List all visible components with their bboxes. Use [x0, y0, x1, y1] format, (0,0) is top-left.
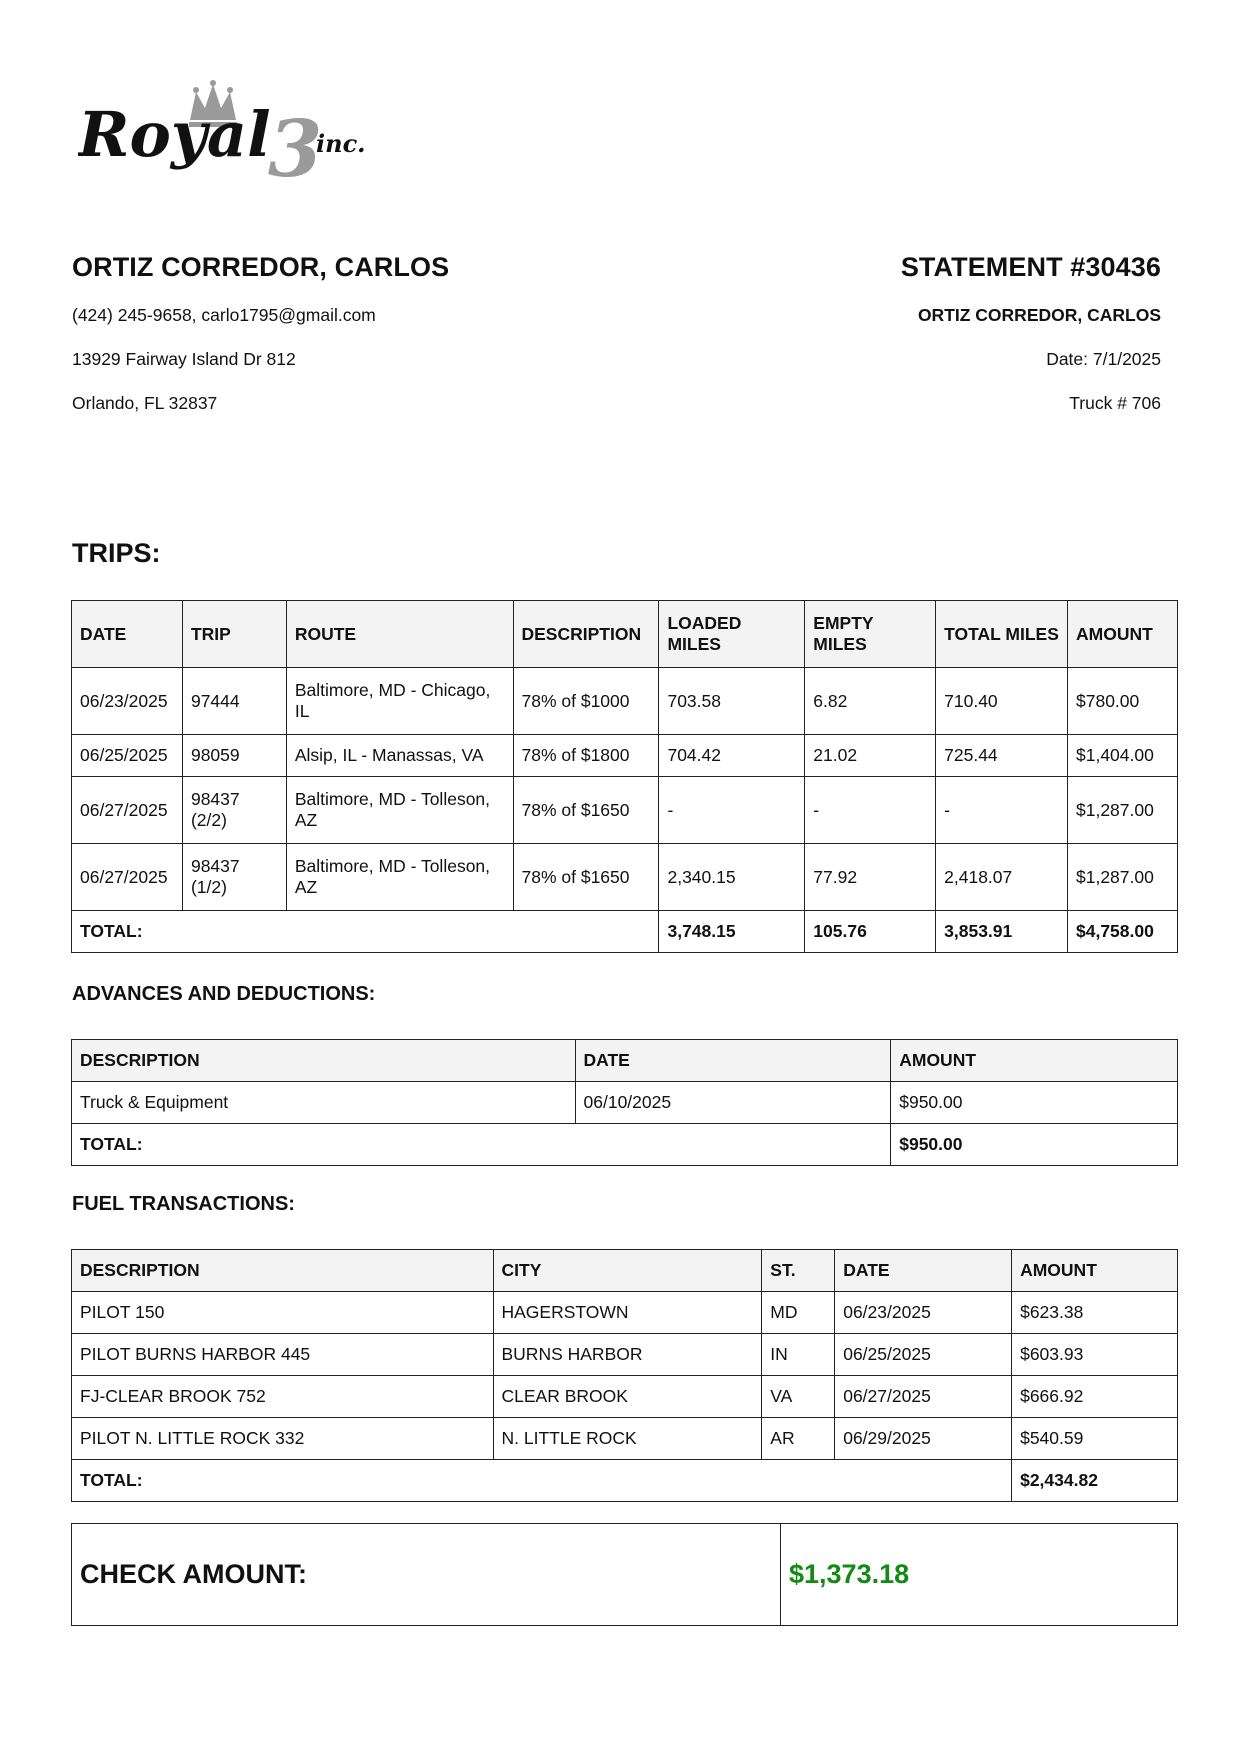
- cell-amount: $1,287.00: [1068, 777, 1178, 844]
- col-header-amount: AMOUNT: [891, 1040, 1178, 1082]
- logo-suffix: inc.: [316, 129, 366, 158]
- col-header-city: CITY: [493, 1250, 762, 1292]
- driver-address-line1: 13929 Fairway Island Dr 812: [72, 349, 296, 369]
- cell-loaded-miles: 2,340.15: [659, 844, 805, 911]
- cell-description: 78% of $1800: [513, 735, 659, 777]
- statement-name: ORTIZ CORREDOR, CARLOS: [917, 305, 1161, 325]
- cell-route: Baltimore, MD - Chicago, IL: [286, 668, 513, 735]
- col-header-date: DATE: [72, 601, 183, 668]
- driver-contact: (424) 245-9658, carlo1795@gmail.com: [72, 305, 376, 325]
- table-row: [72, 1418, 1178, 1460]
- col-header-loaded-miles: LOADED MILES: [659, 601, 805, 668]
- logo-digit: 3: [268, 104, 323, 188]
- total-label: TOTAL:: [72, 1124, 891, 1166]
- cell-loaded-miles: -: [659, 777, 805, 844]
- cell-amount: $780.00: [1068, 668, 1178, 735]
- cell-description: 78% of $1000: [513, 668, 659, 735]
- cell-city: BURNS HARBOR: [493, 1334, 762, 1376]
- total-empty-miles: 105.76: [805, 911, 936, 953]
- cell-amount: $1,287.00: [1068, 844, 1178, 911]
- cell-description: 78% of $1650: [513, 844, 659, 911]
- cell-city: N. LITTLE ROCK: [493, 1418, 762, 1460]
- table-row: [72, 777, 1178, 844]
- col-header-amount: AMOUNT: [1012, 1250, 1178, 1292]
- total-label: TOTAL:: [72, 911, 659, 953]
- total-amount: $4,758.00: [1068, 911, 1178, 953]
- table-row: [72, 1334, 1178, 1376]
- cell-total-miles: 2,418.07: [936, 844, 1068, 911]
- driver-address-line2: Orlando, FL 32837: [72, 393, 218, 413]
- advances-table: [71, 1039, 1178, 1166]
- table-row: [72, 1292, 1178, 1334]
- advances-total-row: [72, 1124, 1178, 1166]
- statement-date: Date: 7/1/2025: [1046, 349, 1161, 369]
- cell-description: 78% of $1650: [513, 777, 659, 844]
- cell-state: IN: [762, 1334, 835, 1376]
- total-amount: $2,434.82: [1012, 1460, 1178, 1502]
- cell-amount: $540.59: [1012, 1418, 1178, 1460]
- driver-info: [72, 252, 449, 437]
- trips-table: [71, 600, 1178, 953]
- col-header-description: DESCRIPTION: [72, 1040, 576, 1082]
- cell-description: PILOT N. LITTLE ROCK 332: [72, 1418, 494, 1460]
- advances-header-row: [72, 1040, 1178, 1082]
- statement-truck: Truck # 706: [1069, 393, 1161, 413]
- fuel-total-row: [72, 1460, 1178, 1502]
- cell-amount: $950.00: [891, 1082, 1178, 1124]
- cell-total-miles: 710.40: [936, 668, 1068, 735]
- cell-empty-miles: 77.92: [805, 844, 936, 911]
- cell-amount: $1,404.00: [1068, 735, 1178, 777]
- check-amount-box: [71, 1523, 1178, 1626]
- table-row: [72, 1376, 1178, 1418]
- cell-trip: 98059: [182, 735, 286, 777]
- col-header-trip: TRIP: [182, 601, 286, 668]
- total-total-miles: 3,853.91: [936, 911, 1068, 953]
- cell-loaded-miles: 704.42: [659, 735, 805, 777]
- statement-title: STATEMENT #30436: [900, 252, 1161, 282]
- col-header-route: ROUTE: [286, 601, 513, 668]
- cell-date: 06/25/2025: [835, 1334, 1012, 1376]
- cell-amount: $666.92: [1012, 1376, 1178, 1418]
- cell-description: PILOT 150: [72, 1292, 494, 1334]
- driver-name: ORTIZ CORREDOR, CARLOS: [72, 252, 450, 282]
- trips-heading: TRIPS:: [72, 538, 161, 568]
- advances-heading: ADVANCES AND DEDUCTIONS:: [72, 983, 376, 1005]
- cell-amount: $623.38: [1012, 1292, 1178, 1334]
- col-header-state: ST.: [762, 1250, 835, 1292]
- cell-route: Baltimore, MD - Tolleson, AZ: [286, 844, 513, 911]
- cell-date: 06/29/2025: [835, 1418, 1012, 1460]
- cell-description: FJ-CLEAR BROOK 752: [72, 1376, 494, 1418]
- table-row: [72, 1082, 1178, 1124]
- cell-empty-miles: 6.82: [805, 668, 936, 735]
- statement-info: [901, 252, 1161, 437]
- total-loaded-miles: 3,748.15: [659, 911, 805, 953]
- cell-state: MD: [762, 1292, 835, 1334]
- cell-date: 06/23/2025: [835, 1292, 1012, 1334]
- cell-date: 06/27/2025: [72, 844, 183, 911]
- table-row: [72, 844, 1178, 911]
- cell-description: PILOT BURNS HARBOR 445: [72, 1334, 494, 1376]
- cell-trip: 98437 (2/2): [182, 777, 286, 844]
- fuel-table: [71, 1249, 1178, 1502]
- col-header-description: DESCRIPTION: [513, 601, 659, 668]
- cell-total-miles: 725.44: [936, 735, 1068, 777]
- trips-header-row: [72, 601, 1178, 668]
- cell-trip: 97444: [182, 668, 286, 735]
- table-row: [72, 735, 1178, 777]
- total-amount: $950.00: [891, 1124, 1178, 1166]
- cell-date: 06/27/2025: [835, 1376, 1012, 1418]
- cell-route: Alsip, IL - Manassas, VA: [286, 735, 513, 777]
- col-header-date: DATE: [575, 1040, 891, 1082]
- col-header-description: DESCRIPTION: [72, 1250, 494, 1292]
- cell-date: 06/25/2025: [72, 735, 183, 777]
- cell-description: Truck & Equipment: [72, 1082, 576, 1124]
- cell-empty-miles: -: [805, 777, 936, 844]
- cell-state: AR: [762, 1418, 835, 1460]
- cell-empty-miles: 21.02: [805, 735, 936, 777]
- company-logo: [78, 78, 378, 188]
- cell-trip: 98437 (1/2): [182, 844, 286, 911]
- trips-total-row: [72, 911, 1178, 953]
- col-header-amount: AMOUNT: [1068, 601, 1178, 668]
- col-header-empty-miles: EMPTY MILES: [805, 601, 936, 668]
- total-label: TOTAL:: [72, 1460, 1012, 1502]
- cell-date: 06/23/2025: [72, 668, 183, 735]
- cell-amount: $603.93: [1012, 1334, 1178, 1376]
- cell-loaded-miles: 703.58: [659, 668, 805, 735]
- logo-main-text: Royal: [78, 98, 271, 171]
- fuel-heading: FUEL TRANSACTIONS:: [72, 1193, 295, 1215]
- cell-route: Baltimore, MD - Tolleson, AZ: [286, 777, 513, 844]
- cell-date: 06/27/2025: [72, 777, 183, 844]
- table-row: [72, 668, 1178, 735]
- check-amount-label: CHECK AMOUNT:: [72, 1524, 781, 1626]
- cell-state: VA: [762, 1376, 835, 1418]
- col-header-total-miles: TOTAL MILES: [936, 601, 1068, 668]
- cell-city: HAGERSTOWN: [493, 1292, 762, 1334]
- cell-total-miles: -: [936, 777, 1068, 844]
- check-amount-value: $1,373.18: [781, 1524, 1178, 1626]
- col-header-date: DATE: [835, 1250, 1012, 1292]
- cell-city: CLEAR BROOK: [493, 1376, 762, 1418]
- fuel-header-row: [72, 1250, 1178, 1292]
- cell-date: 06/10/2025: [575, 1082, 891, 1124]
